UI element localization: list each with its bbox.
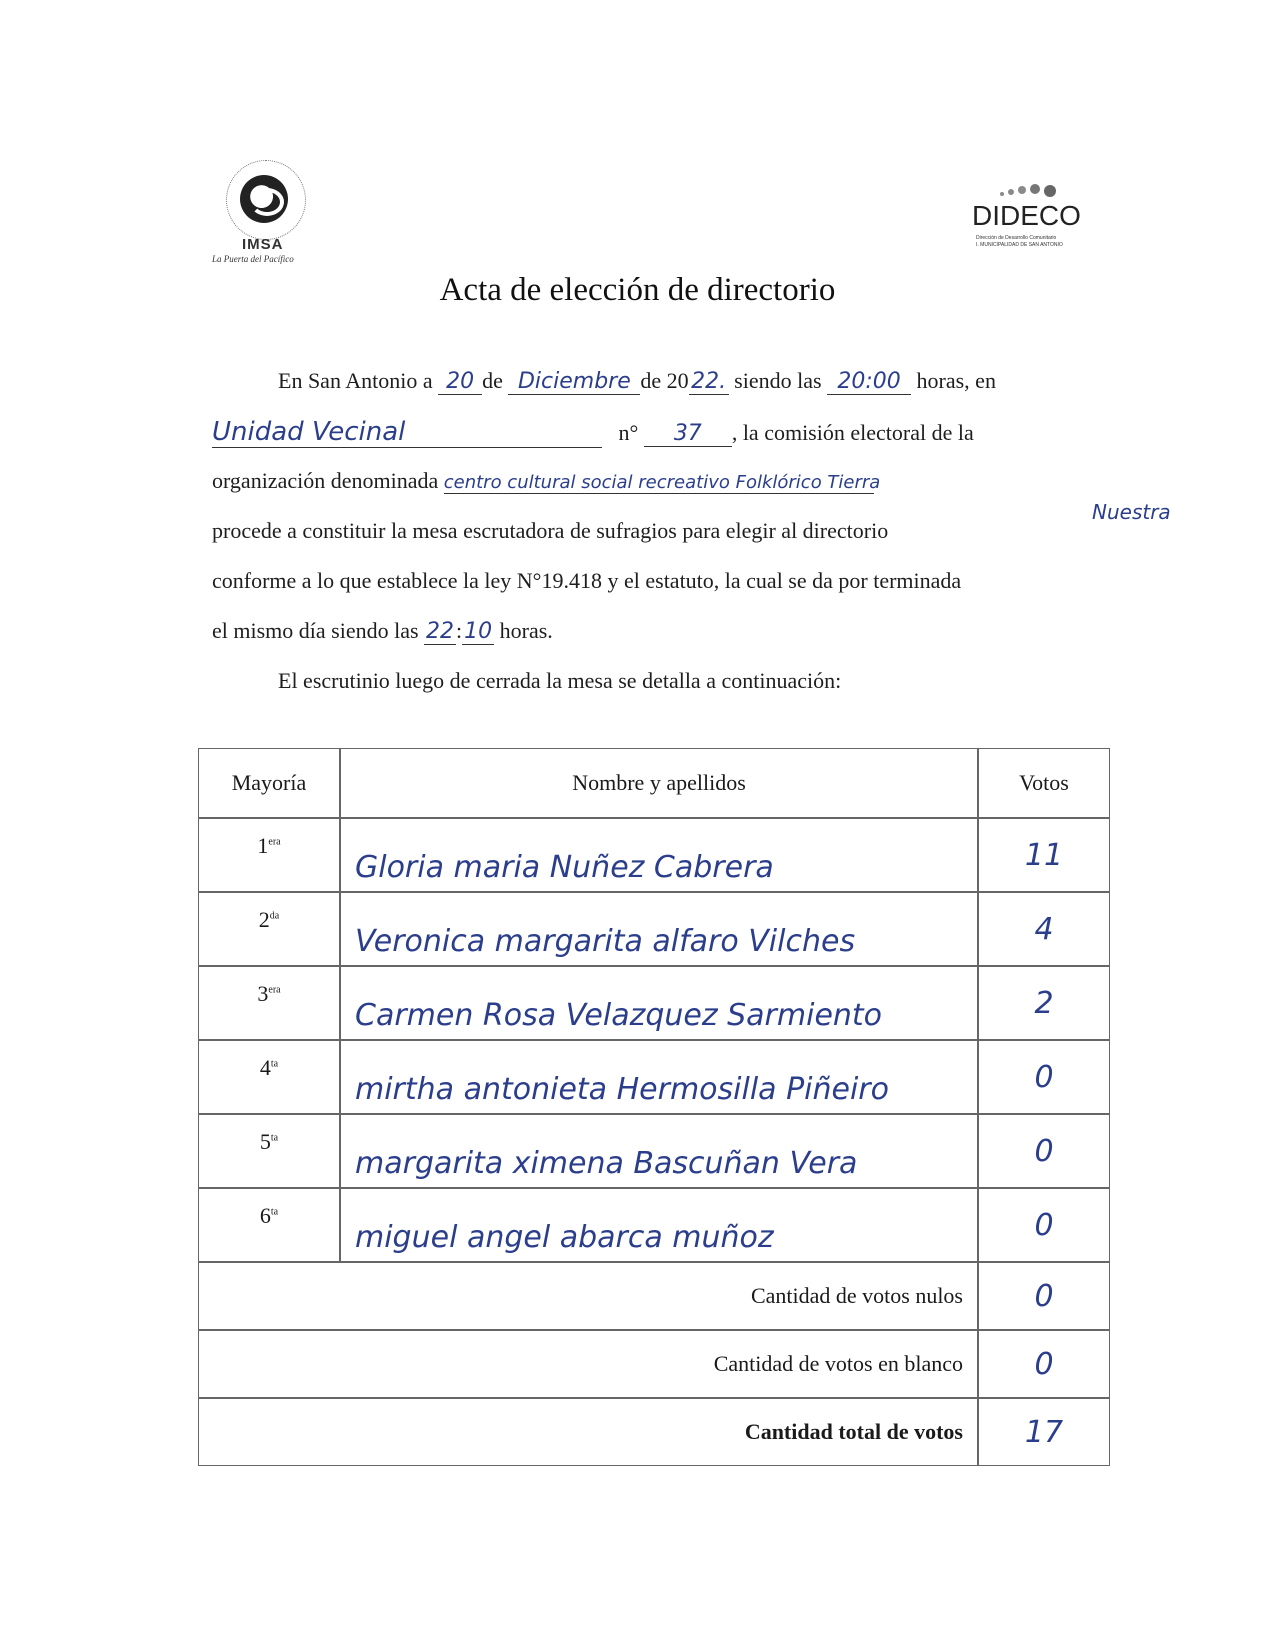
- paragraph-line-3: organización denominada centro cultural social recreativo Folklórico Tierra: [212, 468, 881, 493]
- rank-cell: $2^{da}$: [198, 892, 340, 966]
- paragraph-line-5: conforme a lo que establece la ley N°19.418 y el estatuto, la cual se da por terminada: [212, 568, 962, 593]
- end-hour-field: 22: [426, 619, 455, 644]
- end-minute-field: 10: [464, 619, 493, 644]
- vote-table: [198, 748, 1110, 1466]
- blank-votes-row: [198, 1330, 1110, 1398]
- rank-cell: $4^{ta}$: [198, 1040, 340, 1114]
- org-name-continuation: Nuestra: [1092, 500, 1171, 524]
- candidate-votes: 4: [978, 892, 1110, 966]
- rank-cell: $6^{ta}$: [198, 1188, 340, 1262]
- total-votes-label: Cantidad total de votos: [198, 1398, 978, 1466]
- imsa-tagline: La Puerta del Pacífico: [212, 254, 294, 264]
- paragraph-line-1: En San Antonio a 20 de Diciembre de 20 22. siendo las 20:00 horas, en: [278, 368, 996, 394]
- imsa-logo: [212, 160, 322, 270]
- header-rank: Mayoría: [198, 748, 340, 818]
- dideco-subtitle: Dirección de Desarrollo Comunitario: [976, 235, 1057, 241]
- rank-cell: $5^{ta}$: [198, 1114, 340, 1188]
- blank-votes-label: Cantidad de votos en blanco: [198, 1330, 978, 1398]
- place-number-field: 37: [644, 422, 732, 447]
- paragraph-line-7: El escrutinio luego de cerrada la mesa se detalla a continuación:: [278, 668, 842, 693]
- null-votes-row: [198, 1262, 1110, 1330]
- candidate-votes: 0: [978, 1040, 1110, 1114]
- place-field: Unidad Vecinal: [212, 418, 602, 448]
- month-field: Diciembre: [508, 370, 640, 395]
- start-time-field: 20:00: [827, 370, 911, 395]
- header-name: Nombre y apellidos: [340, 748, 978, 818]
- day-field: 20: [438, 370, 482, 395]
- null-votes-value: 0: [978, 1262, 1110, 1330]
- paragraph-line-6: el mismo día siendo las 22:10 horas.: [212, 618, 553, 644]
- rank-cell: $3^{era}$: [198, 966, 340, 1040]
- paragraph-line-4: procede a constituir la mesa escrutadora de sufragios para elegir al directorio: [212, 518, 889, 543]
- candidate-votes: 0: [978, 1188, 1110, 1262]
- candidate-name: mirtha antonieta Hermosilla Piñeiro: [340, 1040, 978, 1114]
- total-votes-row: [198, 1398, 1110, 1466]
- dideco-logo: [970, 180, 1090, 260]
- table-row: [198, 892, 1110, 966]
- candidate-votes: 2: [978, 966, 1110, 1040]
- candidate-name: Carmen Rosa Velazquez Sarmiento: [340, 966, 978, 1040]
- candidate-name: miguel angel abarca muñoz: [340, 1188, 978, 1262]
- total-votes-value: 17: [978, 1398, 1110, 1466]
- table-row: [198, 966, 1110, 1040]
- null-votes-label: Cantidad de votos nulos: [198, 1262, 978, 1330]
- paragraph-line-2: Unidad Vecinal n° 37 , la comisión electoral de la: [212, 417, 974, 447]
- dideco-wordmark: DIDECO: [972, 200, 1081, 231]
- dideco-dots-icon: [1000, 180, 1080, 202]
- candidate-name: Veronica margarita alfaro Vilches: [340, 892, 978, 966]
- page-title: Acta de elección de directorio: [439, 272, 836, 308]
- candidate-name: Gloria maria Nuñez Cabrera: [340, 818, 978, 892]
- candidate-name: margarita ximena Bascuñan Vera: [340, 1114, 978, 1188]
- dideco-municipality: I. MUNICIPALIDAD DE SAN ANTONIO: [976, 242, 1063, 248]
- table-row: [198, 1040, 1110, 1114]
- imsa-name: IMSA: [242, 236, 284, 253]
- table-row: [198, 1114, 1110, 1188]
- imsa-wave-icon: [250, 188, 284, 216]
- table-row: [198, 818, 1110, 892]
- blank-votes-value: 0: [978, 1330, 1110, 1398]
- candidate-votes: 0: [978, 1114, 1110, 1188]
- year-field: 22.: [689, 370, 729, 395]
- rank-cell: $1^{era}$: [198, 818, 340, 892]
- header-votes: Votos: [978, 748, 1110, 818]
- candidate-votes: 11: [978, 818, 1110, 892]
- org-name-field: centro cultural social recreativo Folklórico Tierra: [443, 472, 881, 493]
- table-header-row: [198, 748, 1110, 818]
- table-row: [198, 1188, 1110, 1262]
